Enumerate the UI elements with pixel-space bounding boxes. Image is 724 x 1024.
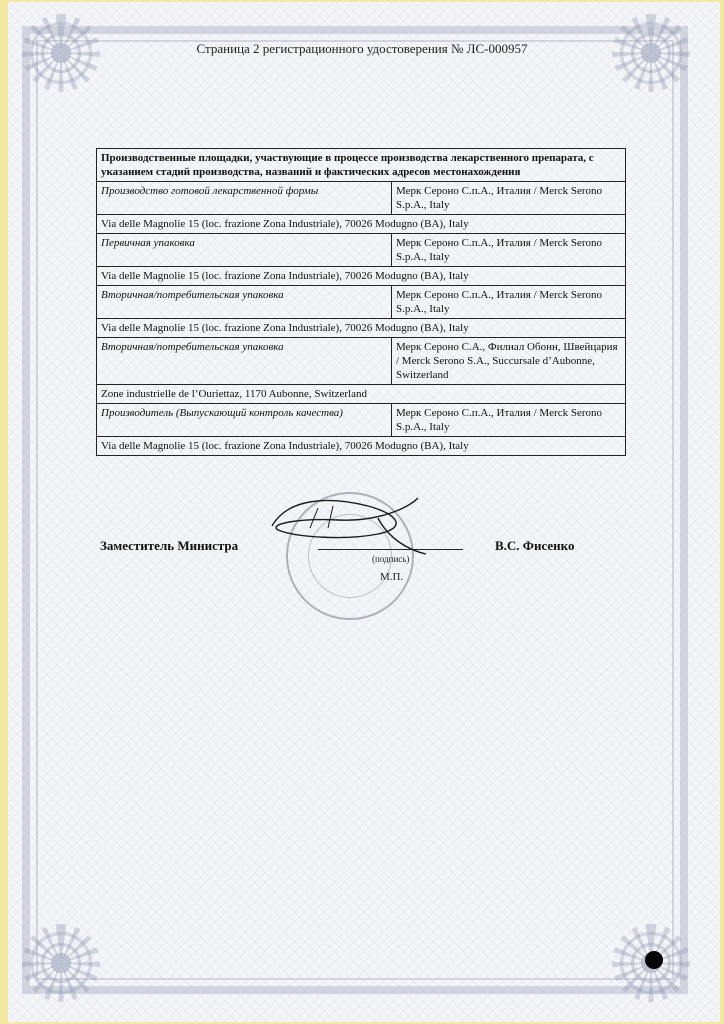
page-title: Страница 2 регистрационного удостоверения № ЛС-000957	[196, 41, 528, 56]
production-stage-cell: Вторичная/потребительская упаковка	[97, 338, 392, 385]
company-cell: Мерк Сероно С.п.А., Италия / Merck Serono S.p.A., Italy	[392, 286, 626, 319]
company-cell: Мерк Сероно С.п.А., Италия / Merck Serono S.p.A., Italy	[392, 404, 626, 437]
table-row	[97, 234, 626, 267]
table-row	[97, 286, 626, 319]
address-cell: Zone industrielle de l’Ouriettaz, 1170 Aubonne, Switzerland	[97, 385, 626, 404]
production-stage-cell: Производитель (Выпускающий контроль качества)	[97, 404, 392, 437]
production-stage-cell: Первичная упаковка	[97, 234, 392, 267]
table-row	[97, 338, 626, 385]
signer-name: В.С. Фисенко	[495, 538, 575, 553]
address-cell: Via delle Magnolie 15 (loc. frazione Zona Industriale), 70026 Modugno (BA), Italy	[97, 267, 626, 286]
signer-position: Заместитель Министра	[100, 538, 239, 553]
address-cell: Via delle Magnolie 15 (loc. frazione Zona Industriale), 70026 Modugno (BA), Italy	[97, 215, 626, 234]
table-header-cell: Производственные площадки, участвующие в процессе производства лекарственного препарата, с указанием стадий производства, названий и фактических адресов местонахождения	[97, 149, 626, 182]
punch-hole	[645, 951, 663, 969]
company-cell: Мерк Сероно С.п.А., Италия / Merck Serono S.p.A., Italy	[392, 234, 626, 267]
production-stage-cell: Вторичная/потребительская упаковка	[97, 286, 392, 319]
signature-line	[318, 549, 463, 550]
table-header-row	[97, 149, 626, 182]
table-row	[97, 319, 626, 338]
company-cell: Мерк Сероно С.п.А., Италия / Merck Serono S.p.A., Italy	[392, 182, 626, 215]
production-sites-table	[96, 148, 626, 456]
table-row	[97, 215, 626, 234]
signature-caption: (подпись)	[372, 554, 410, 564]
address-cell: Via delle Magnolie 15 (loc. frazione Zona Industriale), 70026 Modugno (BA), Italy	[97, 437, 626, 456]
corner-rosette-bottom-left	[22, 924, 100, 1002]
table-row	[97, 437, 626, 456]
company-cell: Мерк Сероно С.А., Филиал Обонн, Швейцария / Merck Serono S.A., Succursale d’Aubonne, Switzerland	[392, 338, 626, 385]
handwritten-signature	[258, 478, 438, 558]
table-row	[97, 182, 626, 215]
seal-label: М.П.	[380, 571, 404, 583]
table-row	[97, 267, 626, 286]
address-cell: Via delle Magnolie 15 (loc. frazione Zona Industriale), 70026 Modugno (BA), Italy	[97, 319, 626, 338]
table-row	[97, 404, 626, 437]
production-stage-cell: Производство готовой лекарственной формы	[97, 182, 392, 215]
table-row	[97, 385, 626, 404]
